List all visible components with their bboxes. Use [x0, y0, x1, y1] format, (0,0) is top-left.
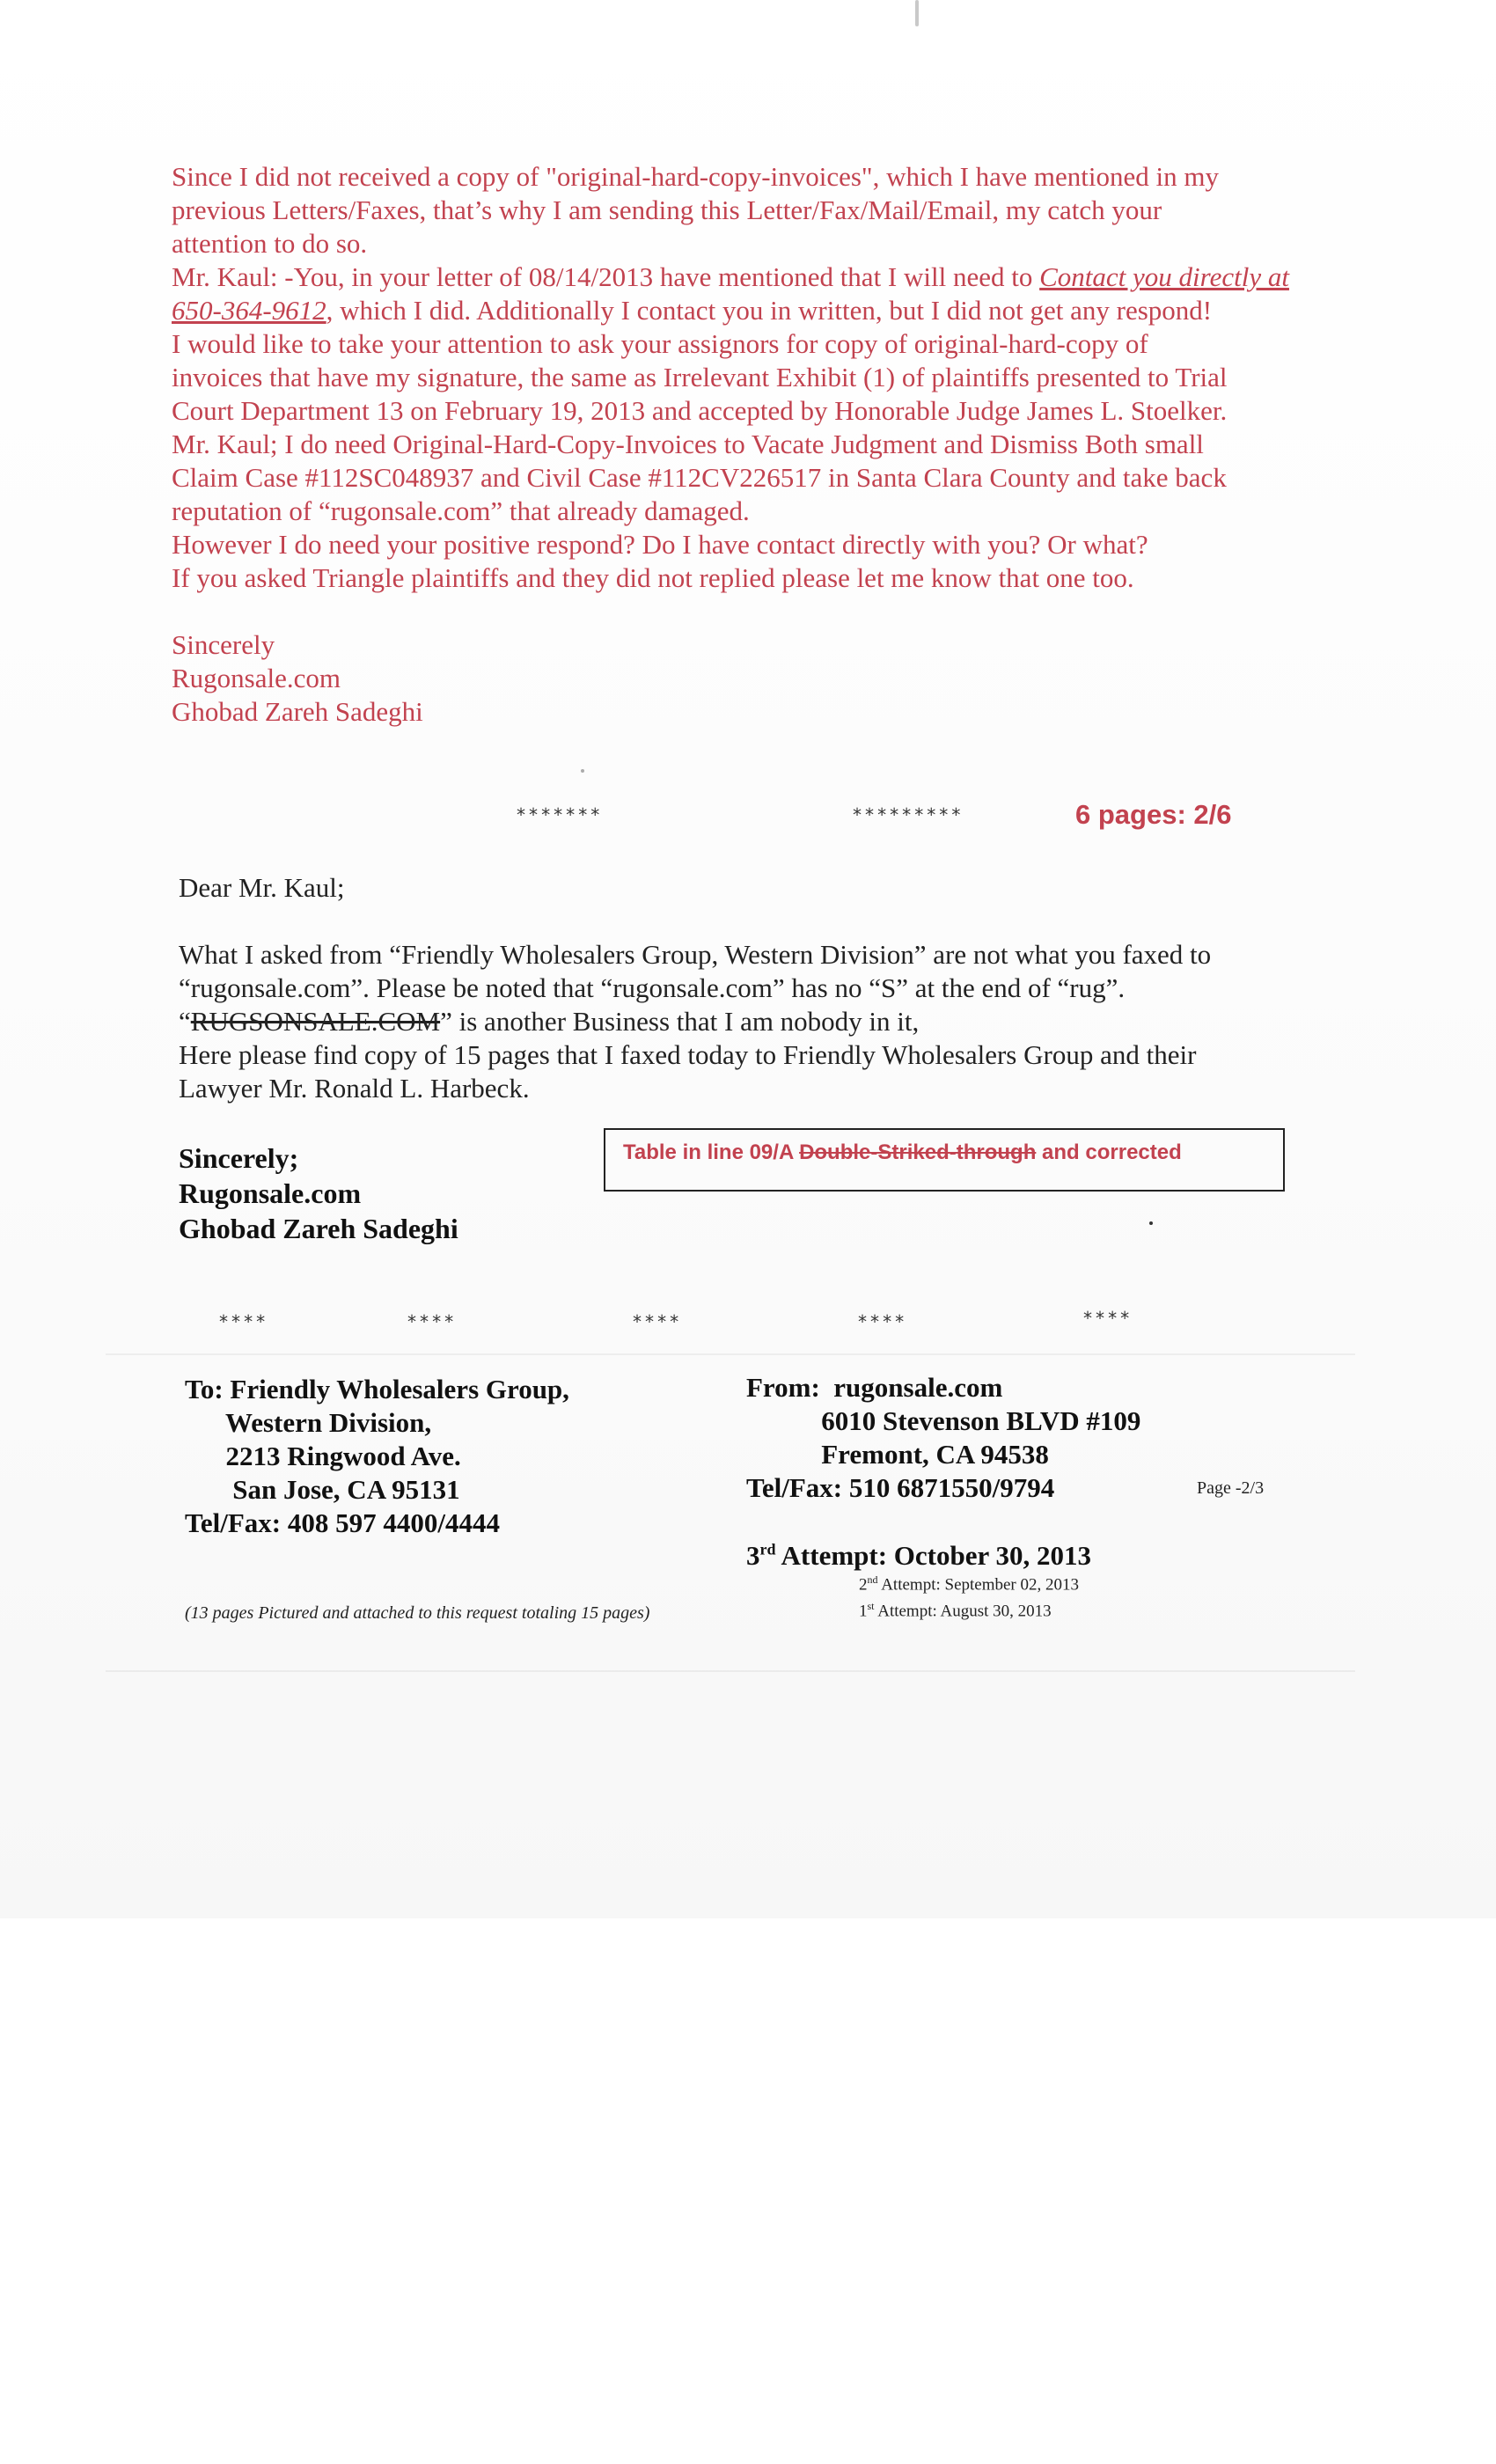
third-attempt: [746, 1540, 1091, 1572]
separator-stars-left: *******: [516, 804, 603, 825]
speck: [1149, 1221, 1153, 1225]
letter2-company: Rugonsale.com: [179, 1177, 362, 1209]
letter2-line: What I asked from “Friendly Wholesalers Group, Western Division” are not what you faxed to: [179, 939, 1212, 970]
letter2-closing: Sincerely;: [179, 1142, 299, 1174]
fax-from-line: Fremont, CA 94538: [746, 1439, 1049, 1470]
letter1-kaul-intro: Mr. Kaul: -You, in your letter of 08/14/2013 have mentioned that I will need to: [172, 261, 1040, 292]
quote-open: “: [179, 1006, 191, 1037]
letter2-greeting: Dear Mr. Kaul;: [179, 872, 345, 903]
letter1-line: reputation of “rugonsale.com” that already damaged.: [172, 495, 750, 526]
contact-phone-link: Contact you directly at 650-364-9612: [172, 261, 1289, 326]
page-count-label: 6 pages: 2/6: [1075, 799, 1232, 830]
fax-attachment-note: (13 pages Pictured and attached to this request totaling 15 pages): [185, 1603, 650, 1623]
attempt-text: Attempt: September 02, 2013: [877, 1575, 1080, 1595]
letter1-line: attention to do so.: [172, 228, 368, 259]
fax-to-line: Western Division,: [185, 1407, 432, 1438]
letter1-closing: Sincerely: [172, 629, 275, 660]
second-attempt: [859, 1573, 1079, 1595]
letter2-line: “rugonsale.com”. Please be noted that “rugonsale.com” has no “S” at the end of “rug”.: [179, 972, 1126, 1003]
letter-to-kaul-red: [172, 160, 1342, 729]
fax-stars: ****: [407, 1311, 457, 1332]
letter1-line: previous Letters/Faxes, that’s why I am sending this Letter/Fax/Mail/Email, my catch your: [172, 194, 1162, 225]
letter1-signer-name: Ghobad Zareh Sadeghi: [172, 696, 423, 727]
fax-sender-block: [746, 1371, 1140, 1505]
fax-recipient-block: [185, 1373, 569, 1540]
blank-line: [179, 905, 1340, 938]
letter2-line: Here please find copy of 15 pages that I faxed today to Friendly Wholesalers Group and their: [179, 1039, 1197, 1070]
attempt-ordinal: st: [867, 1600, 875, 1612]
letter1-line: If you asked Triangle plaintiffs and they did not replied please let me know that one too.: [172, 562, 1134, 593]
letter1-line: However I do need your positive respond? Do I have contact directly with you? Or what?: [172, 529, 1148, 560]
fax-stars: ****: [1082, 1308, 1133, 1329]
letter1-line: I would like to take your attention to ask your assignors for copy of original-hard-copy of: [172, 328, 1148, 359]
letter1-kaul-rest: , which I did. Additionally I contact you in written, but I did not get any respond!: [326, 295, 1213, 326]
fax-stars: ****: [632, 1311, 682, 1332]
letter1-line: Court Department 13 on February 19, 2013 and accepted by Honorable Judge James L. Stoelker.: [172, 395, 1228, 426]
fax-stars: ****: [857, 1311, 907, 1332]
note-suffix: and corrected: [1036, 1140, 1182, 1164]
attempt-number: 2: [859, 1575, 868, 1595]
letter-dear-kaul: [179, 871, 1340, 1105]
fax-stars: ****: [218, 1311, 268, 1332]
fax-to-line: Tel/Fax: 408 597 4400/4444: [185, 1507, 500, 1538]
attempt-text: Attempt: August 30, 2013: [874, 1602, 1052, 1621]
speck: [581, 769, 584, 773]
correction-note-box: [604, 1128, 1285, 1192]
fax-to-line: San Jose, CA 95131: [185, 1474, 460, 1505]
fax-page-label: Page -2/3: [1197, 1478, 1265, 1498]
fax-from-line: 6010 Stevenson BLVD #109: [746, 1405, 1141, 1436]
letter1-line: Since I did not received a copy of "original-hard-copy-invoices", which I have mentioned in my: [172, 161, 1220, 192]
letter1-line: invoices that have my signature, the same as Irrelevant Exhibit (1) of plaintiffs presented to Trial: [172, 362, 1228, 392]
attempt-number: 1: [859, 1602, 868, 1621]
attempt-ordinal: nd: [867, 1573, 878, 1586]
letter1-company: Rugonsale.com: [172, 663, 341, 693]
letter1-line: Mr. Kaul; I do need Original-Hard-Copy-Invoices to Vacate Judgment and Dismiss Both small: [172, 429, 1204, 459]
note-struck-text: Double-Striked-through: [799, 1140, 1037, 1164]
bleed-through-line: [106, 1670, 1355, 1672]
letter1-kaul-paragraph: [172, 260, 1342, 327]
fax-to-line: To: Friendly Wholesalers Group,: [185, 1374, 569, 1404]
fax-to-line: 2213 Ringwood Ave.: [185, 1441, 461, 1471]
separator-stars-right: *********: [852, 804, 964, 825]
scan-artifact: [915, 0, 919, 26]
letter2-signature: [179, 1140, 458, 1246]
quote-close-rest: ” is another Business that I am nobody in it,: [440, 1006, 920, 1037]
fax-from-line: From: rugonsale.com: [746, 1372, 1003, 1403]
letter2-strike-line: [179, 1005, 1340, 1038]
first-attempt: [859, 1600, 1052, 1621]
note-prefix: Table in line 09/A: [623, 1140, 800, 1164]
attempt-ordinal: rd: [759, 1540, 776, 1558]
attempt-number: 3: [746, 1540, 760, 1571]
letter1-line: Claim Case #112SC048937 and Civil Case #112CV226517 in Santa Clara County and take back: [172, 462, 1227, 493]
letter2-line: Lawyer Mr. Ronald L. Harbeck.: [179, 1073, 530, 1104]
fax-from-line: Tel/Fax: 510 6871550/9794: [746, 1472, 1055, 1503]
bleed-through-line: [106, 1353, 1355, 1355]
struck-business-name: RUGSONSALE.COM: [190, 1006, 441, 1037]
attempt-text: Attempt: October 30, 2013: [775, 1540, 1091, 1571]
letter2-signer-name: Ghobad Zareh Sadeghi: [179, 1213, 458, 1244]
